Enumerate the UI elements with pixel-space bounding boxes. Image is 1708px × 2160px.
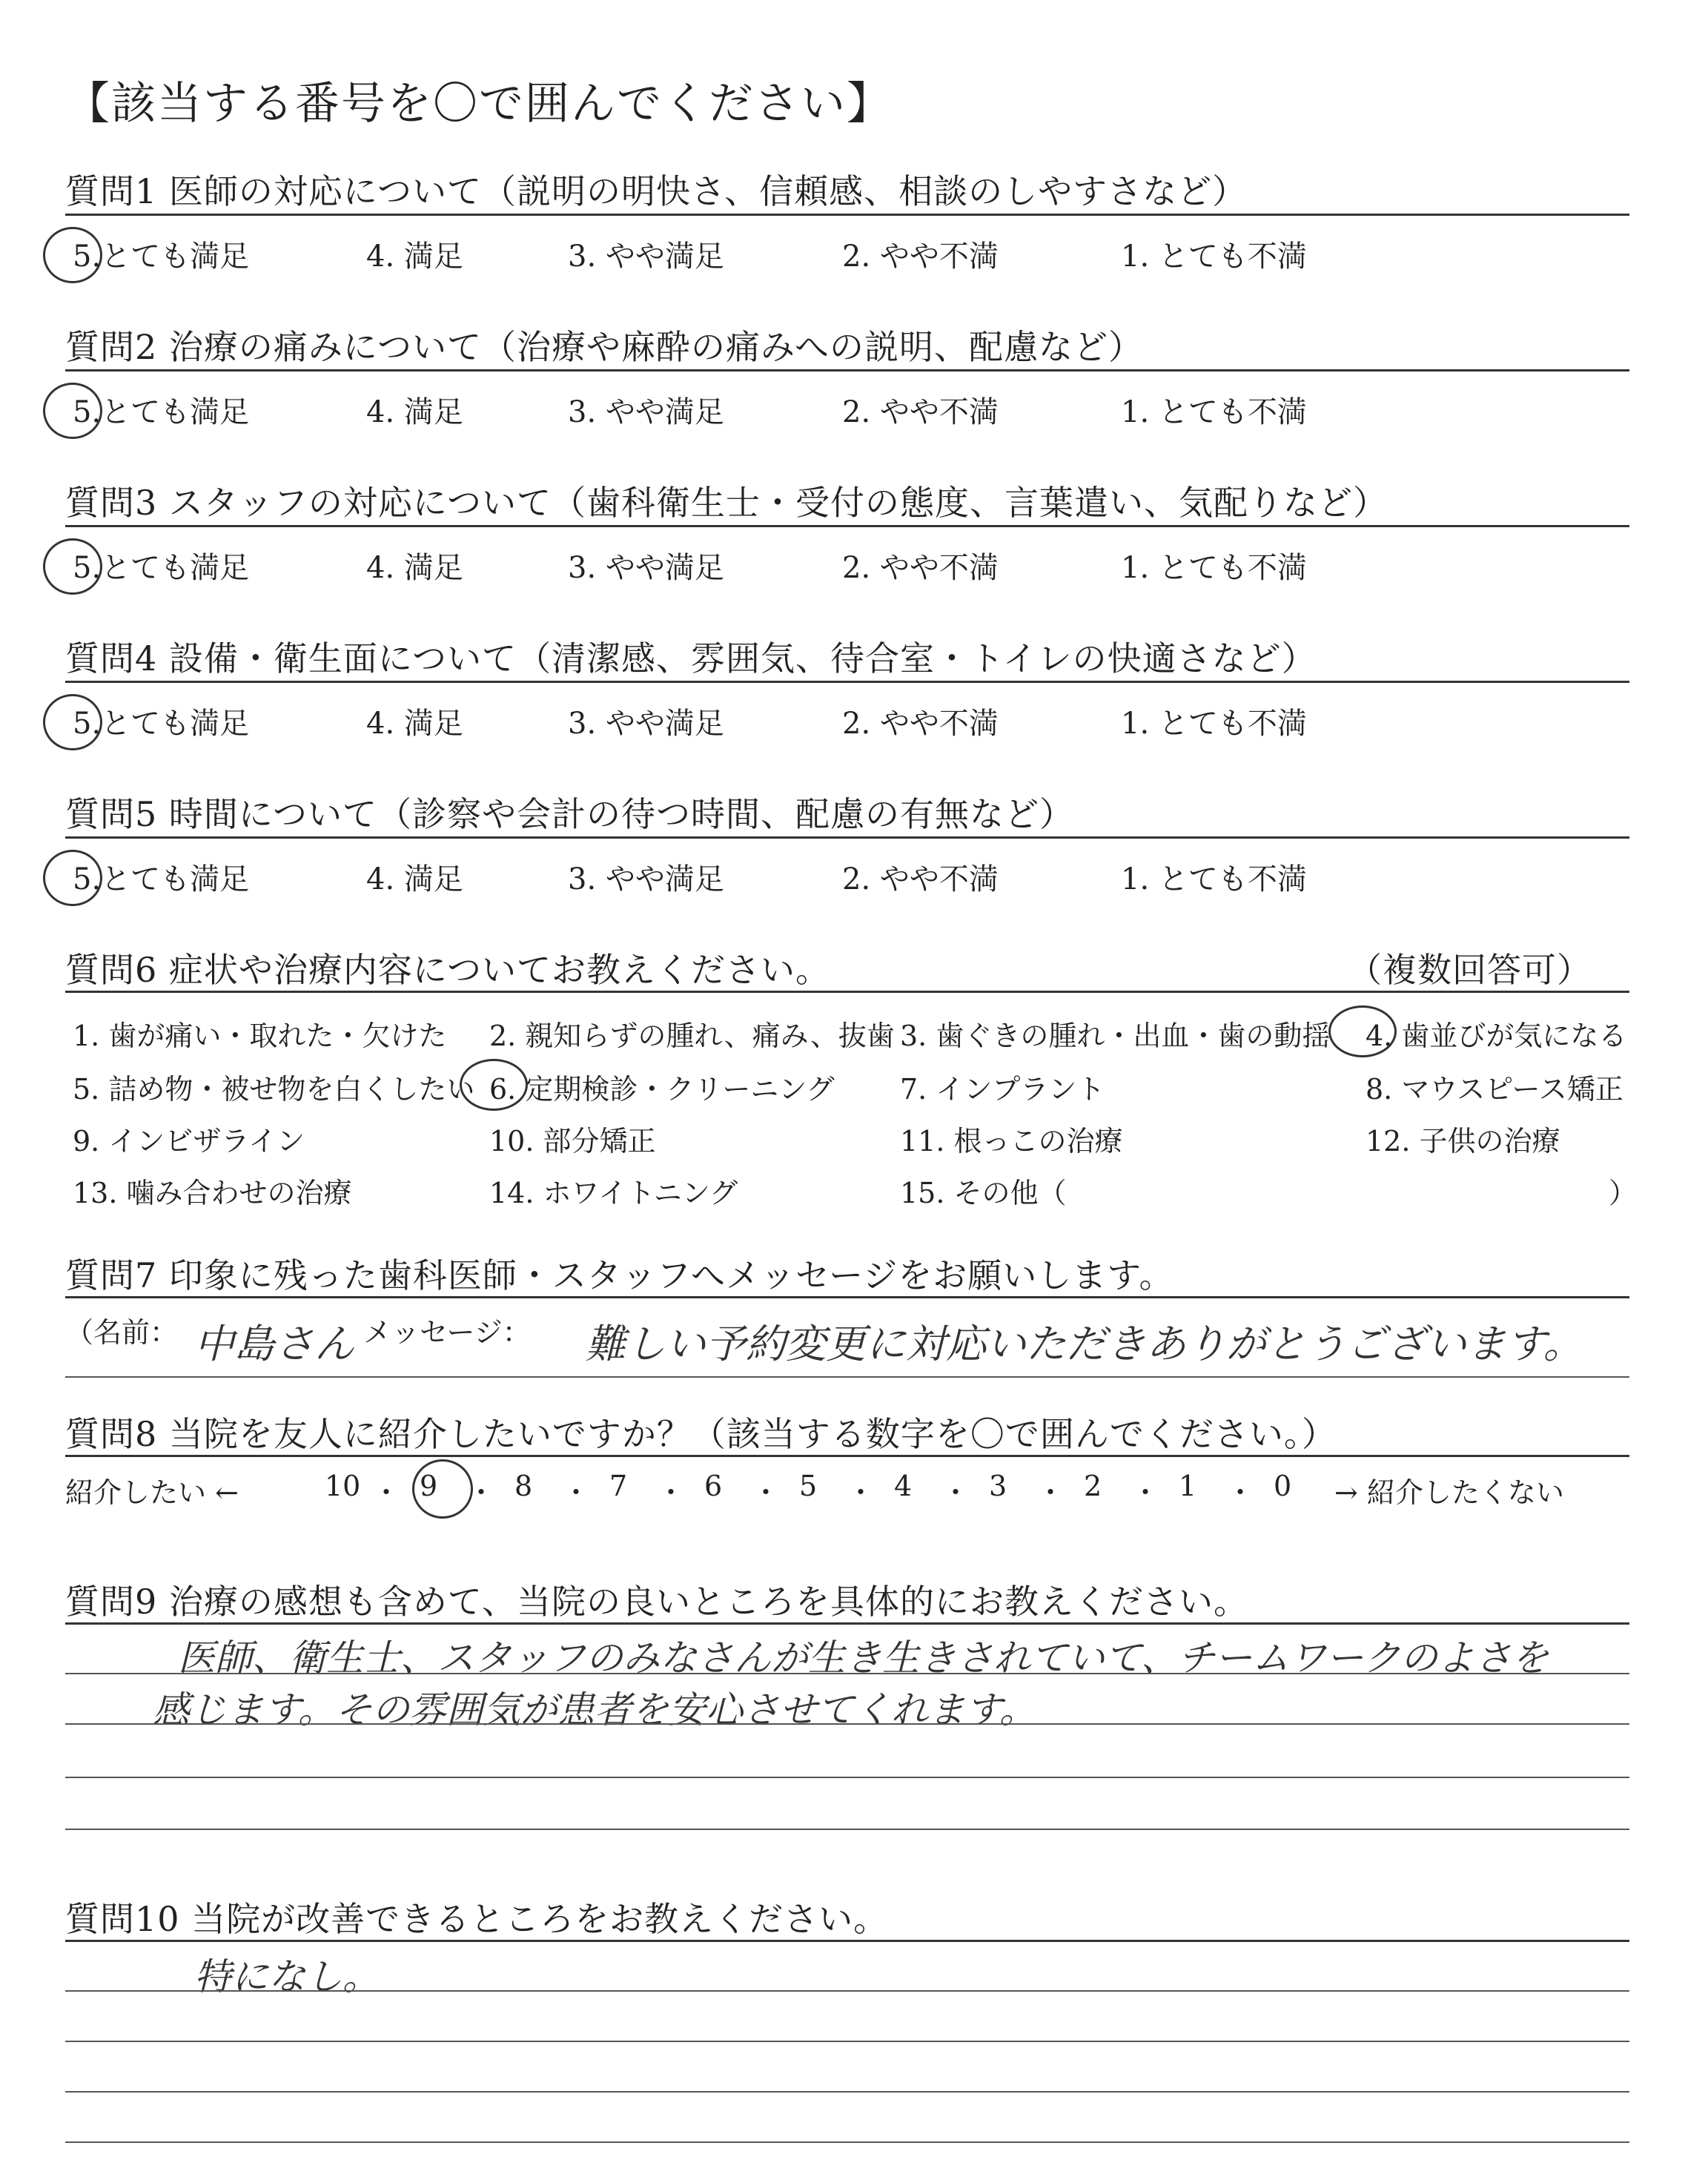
q8-right-text: → 紹介したくない <box>1334 1476 1564 1509</box>
rating-option: 1. とても不満 <box>1121 862 1307 896</box>
q9-label: 質問9 治療の感想も含めて、当院の良いところを具体的にお教えください。 <box>65 1582 1248 1622</box>
q8-scale-value: 0 <box>1274 1470 1292 1502</box>
q8-scale-dot: ・ <box>657 1476 686 1509</box>
q7-name-label: （名前： <box>65 1316 179 1349</box>
q6-note: （複数回答可） <box>1348 950 1592 990</box>
rating-option: 2. やや不満 <box>842 240 999 274</box>
q6-option: 1. 歯が痛い・取れた・欠けた <box>73 1020 447 1052</box>
question-rule <box>65 214 1629 216</box>
selection-circle <box>1328 1005 1397 1057</box>
rating-option: 2. やや不満 <box>842 551 999 585</box>
rating-option: 3. やや満足 <box>568 395 724 429</box>
q8-scale-value: 8 <box>514 1470 533 1502</box>
q6-option: 9. インビザライン <box>73 1125 305 1157</box>
rating-option: 5.とても満足 <box>73 240 250 274</box>
q8-scale-value: 10 <box>325 1470 361 1502</box>
question-label: 質問1 医師の対応について（説明の明快さ、信頼感、相談のしやすさなど） <box>65 171 1248 211</box>
rating-option: 1. とても不満 <box>1121 551 1307 585</box>
rating-option: 3. やや満足 <box>568 240 724 274</box>
rating-option: 1. とても不満 <box>1121 240 1307 274</box>
q7-message-label: メッセージ： <box>363 1316 531 1349</box>
q8-scale-dot: ・ <box>1131 1476 1160 1509</box>
q8-left-text: 紹介したい ← <box>65 1476 239 1509</box>
rating-option: 3. やや満足 <box>568 707 724 741</box>
rating-option: 4. 満足 <box>366 240 463 274</box>
question-rule <box>65 525 1629 527</box>
q8-scale-value: 5 <box>799 1470 818 1502</box>
q6-option: 8. マウスピース矯正 <box>1366 1073 1623 1106</box>
q6-option: 12. 子供の治療 <box>1366 1125 1560 1157</box>
rating-option: 5.とても満足 <box>73 551 250 585</box>
q8-scale-dot: ・ <box>372 1476 401 1509</box>
q8-scale-value: 3 <box>989 1470 1007 1502</box>
q6-rule <box>65 991 1629 993</box>
question-label: 質問2 治療の痛みについて（治療や麻酔の痛みへの説明、配慮など） <box>65 327 1144 367</box>
q8-scale-value: 9 <box>420 1470 438 1502</box>
q8-scale-dot: ・ <box>1036 1476 1065 1509</box>
q9-answer-line1: 医師、衛生士、スタッフのみなさんが生き生きされていて、チームワークのよさを <box>178 1636 1549 1680</box>
q6-option: 5. 詰め物・被せ物を白くしたい <box>73 1073 475 1106</box>
q6-option: 3. 歯ぐきの腫れ・出血・歯の動揺 <box>900 1020 1331 1052</box>
question-rule <box>65 836 1629 839</box>
q7-answer-rule <box>65 1376 1629 1378</box>
rating-option: 5.とても満足 <box>73 707 250 741</box>
rating-option: 3. やや満足 <box>568 862 724 896</box>
q6-option: 11. 根っこの治療 <box>900 1125 1123 1157</box>
q10-line <box>65 2091 1629 2093</box>
q8-scale-dot: ・ <box>941 1476 970 1509</box>
q7-message-value: 難しい予約変更に対応いただきありがとうございます。 <box>586 1321 1583 1367</box>
q6-option: 7. インプラント <box>900 1073 1105 1106</box>
rating-option: 1. とても不満 <box>1121 707 1307 741</box>
q8-scale-value: 4 <box>894 1470 913 1502</box>
q10-label: 質問10 当院が改善できるところをお教えください。 <box>65 1899 889 1939</box>
rating-option: 2. やや不満 <box>842 707 999 741</box>
q8-scale-value: 7 <box>609 1470 628 1502</box>
q9-line <box>65 1829 1629 1830</box>
q6-option: 4. 歯並びが気になる <box>1366 1020 1627 1052</box>
q10-line <box>65 2141 1629 2143</box>
q9-line <box>65 1673 1629 1674</box>
selection-circle <box>43 383 102 439</box>
question-label: 質問3 スタッフの対応について（歯科衛生士・受付の態度、言葉遣い、気配りなど） <box>65 483 1388 523</box>
q8-scale-value: 2 <box>1084 1470 1102 1502</box>
q8-scale-dot: ・ <box>847 1476 875 1509</box>
selection-circle <box>460 1059 528 1111</box>
q10-line <box>65 2041 1629 2042</box>
q7-label: 質問7 印象に残った歯科医師・スタッフへメッセージをお願いします。 <box>65 1255 1174 1295</box>
rating-option: 5.とても満足 <box>73 395 250 429</box>
q9-answer-line2: 感じます。その雰囲気が患者を安心させてくれます。 <box>153 1688 1036 1731</box>
q8-scale-value: 1 <box>1179 1470 1197 1502</box>
q6-option: 2. 親知らずの腫れ、痛み、抜歯 <box>489 1020 895 1052</box>
question-label: 質問5 時間について（診察や会計の待つ時間、配慮の有無など） <box>65 794 1074 834</box>
rating-option: 2. やや不満 <box>842 862 999 896</box>
rating-option: 4. 満足 <box>366 862 463 896</box>
question-rule <box>65 681 1629 683</box>
q8-scale-dot: ・ <box>1226 1476 1255 1509</box>
q7-rule <box>65 1296 1629 1298</box>
q10-answer: 特になし。 <box>194 1955 380 1998</box>
rating-option: 4. 満足 <box>366 707 463 741</box>
rating-option: 1. とても不満 <box>1121 395 1307 429</box>
q6-option: 14. ホワイトニング <box>489 1177 738 1209</box>
q9-line <box>65 1723 1629 1725</box>
q6-option: 10. 部分矯正 <box>489 1125 656 1157</box>
q8-scale-dot: ・ <box>752 1476 781 1509</box>
q6-option: 15. その他（ <box>900 1177 1067 1209</box>
q8-scale-value: 6 <box>704 1470 723 1502</box>
q6-option: ） <box>1609 1177 1638 1209</box>
selection-circle <box>43 538 102 595</box>
rating-option: 4. 満足 <box>366 551 463 585</box>
selection-circle <box>412 1459 473 1519</box>
rating-option: 3. やや満足 <box>568 551 724 585</box>
rating-option: 2. やや不満 <box>842 395 999 429</box>
q8-rule <box>65 1455 1629 1457</box>
selection-circle <box>43 227 102 283</box>
q7-name-value: 中島さん <box>194 1321 354 1367</box>
q10-line <box>65 1990 1629 1992</box>
q6-option: 13. 噛み合わせの治療 <box>73 1177 352 1209</box>
page-title: 【該当する番号を〇で囲んでください】 <box>65 78 893 130</box>
selection-circle <box>43 694 102 750</box>
rating-option: 4. 満足 <box>366 395 463 429</box>
q8-scale-dot: ・ <box>562 1476 591 1509</box>
q10-rule <box>65 1940 1629 1942</box>
selection-circle <box>43 850 102 906</box>
q8-label: 質問8 当院を友人に紹介したいですか？（該当する数字を〇で囲んでください。） <box>65 1414 1337 1454</box>
q9-rule <box>65 1622 1629 1625</box>
q6-option: 6. 定期検診・クリーニング <box>489 1073 835 1106</box>
q9-line <box>65 1777 1629 1778</box>
rating-option: 5.とても満足 <box>73 862 250 896</box>
q8-scale-dot: ・ <box>467 1476 496 1509</box>
question-label: 質問4 設備・衛生面について（清潔感、雰囲気、待合室・トイレの快適さなど） <box>65 638 1317 678</box>
question-rule <box>65 369 1629 371</box>
q6-label: 質問6 症状や治療内容についてお教えください。 <box>65 950 830 990</box>
